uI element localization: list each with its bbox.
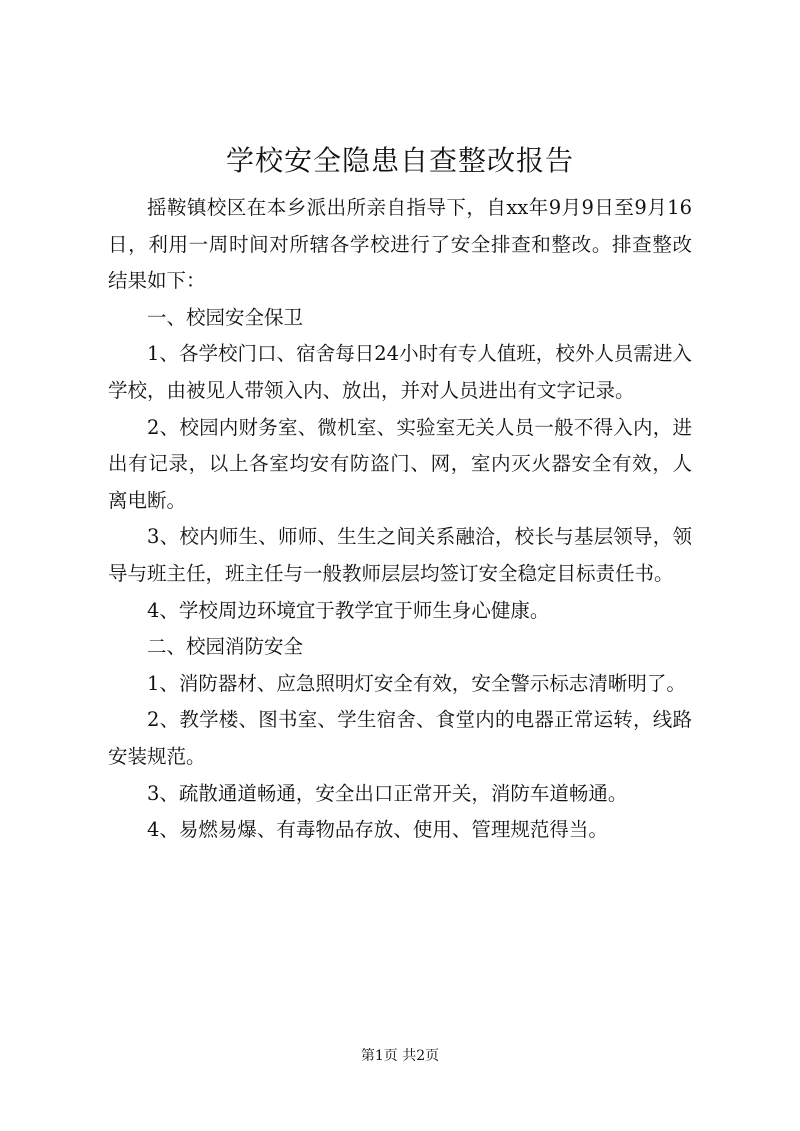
paragraph-fire-4: 4、易燃易爆、有毒物品存放、使用、管理规范得当。	[147, 818, 608, 842]
paragraph-intro: 摇鞍镇校区在本乡派出所亲自指导下，自xx年9月9日至9月16日，利用一周时间对所辖各学校进行了安全排查和整改。排查整改结果如下：	[108, 196, 692, 293]
paragraph-security-4: 4、学校周边环境宜于教学宜于师生身心健康。	[147, 598, 550, 622]
section-heading-fire-safety: 二、校园消防安全	[147, 635, 304, 659]
page-number-footer: 第1页 共2页	[360, 1048, 440, 1064]
paragraph-security-2: 2、校园内财务室、微机室、实验室无关人员一般不得入内，进出有记录，以上各室均安有防盗门、网，室内灭火器安全有效，人离电断。	[108, 415, 692, 512]
paragraph-fire-2: 2、教学楼、图书室、学生宿舍、食堂内的电器正常运转，线路安装规范。	[108, 708, 692, 768]
paragraph-fire-1: 1、消防器材、应急照明灯安全有效，安全警示标志清晰明了。	[147, 671, 686, 695]
section-heading-campus-security: 一、校园安全保卫	[147, 305, 304, 329]
paragraph-fire-3: 3、疏散通道畅通，安全出口正常开关，消防车道畅通。	[147, 781, 628, 805]
paragraph-security-1: 1、各学校门口、宿舍每日24小时有专人值班，校外人员需进入学校，由被见人带领入内、放出，并对人员进出有文字记录。	[108, 342, 692, 402]
paragraph-security-3: 3、校内师生、师师、生生之间关系融洽，校长与基层领导，领导与班主任，班主任与一般教师层层均签订安全稳定目标责任书。	[108, 525, 692, 585]
document-body	[108, 190, 692, 849]
document-title: 学校安全隐患自查整改报告	[225, 144, 574, 177]
